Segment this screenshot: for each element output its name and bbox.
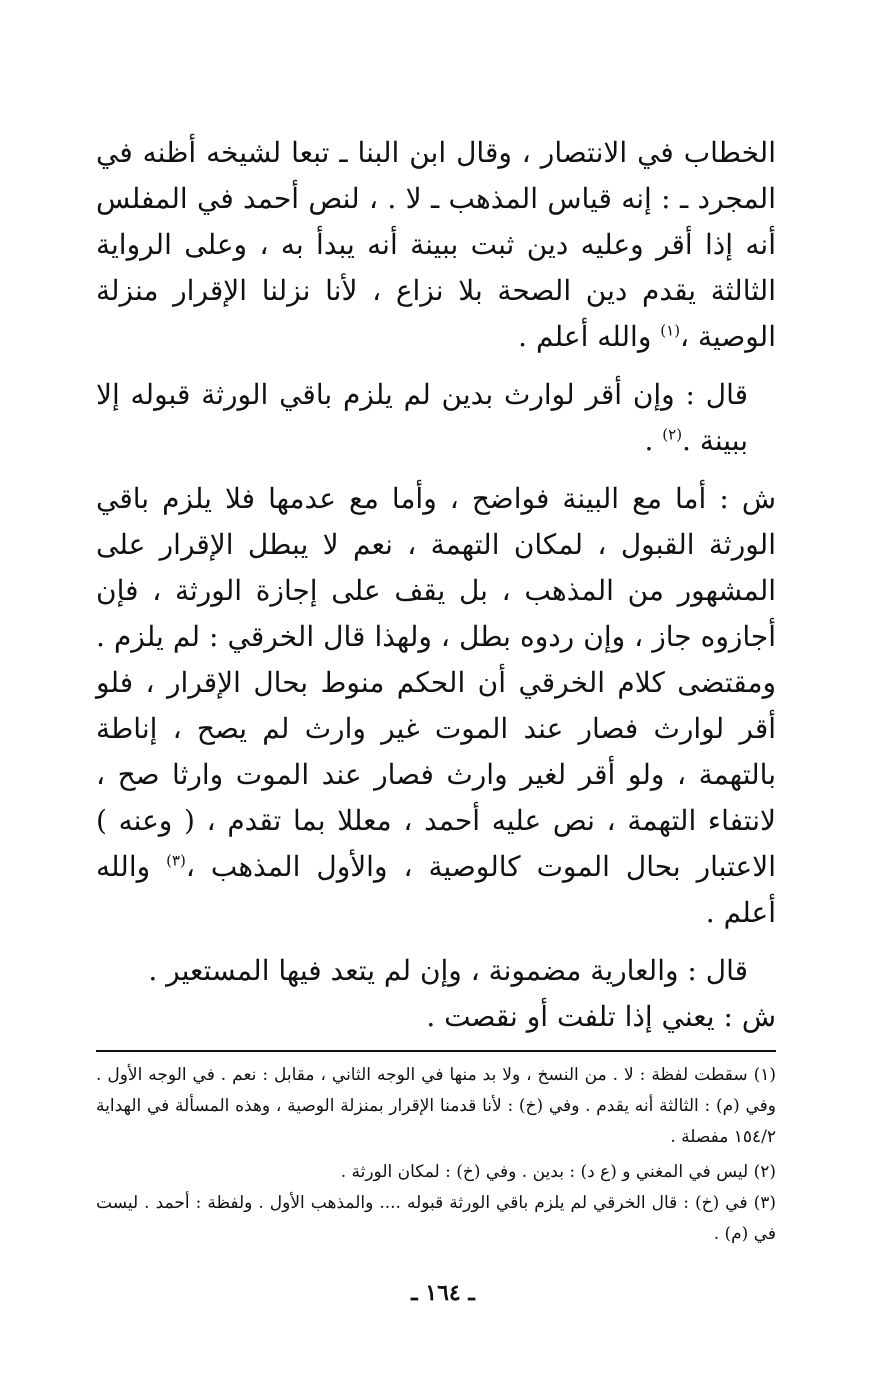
page-number: ـ ١٦٤ ـ [411,1280,475,1306]
paragraph-2-text: قال : وإن أقر لوارث بدين لم يلزم باقي الورثة قبوله إلا ببينة . [96,378,748,457]
paragraph-3 [96,476,776,936]
footnote-3: (٣) في (خ) : قال الخرقي لم يلزم باقي الورثة قبوله .... والمذهب الأول . ولفظة : أحمد . ليست في (م) . [96,1193,776,1244]
paragraph-1 [96,130,776,360]
main-text [96,130,776,1040]
footnote-1: (١) سقطت لفظة : لا . من النسخ ، ولا بد منها في الوجه الثاني ، مقابل : نعم . في الوجه الأول . وفي (م) : الثالثة أنه يقدم . وفي (خ) : لأنا قدمنا الإقرار بمنزلة الوصية ، وهذه المسألة في الهداية ١٥٤/٢ مفصلة . [96,1065,776,1147]
paragraph-2-tail: . [644,424,663,457]
paragraph-3-tail: والله أعلم . [96,850,776,929]
footnote-ref-2: (٢) [662,425,683,444]
paragraph-1-text: الخطاب في الانتصار ، وقال ابن البنا ـ تبعا لشيخه أظنه في المجرد ـ : إنه قياس المذهب ـ لا . ، لنص أحمد في المفلس أنه إذا أقر وعليه دين ثبت ببينة أنه يبدأ به ، وعلى الرواية الثالثة يقدم دين الصحة بلا نزاع ، لأنا نزلنا الإقرار منزلة الوصية ، [96,136,776,353]
paragraph-3-text: ش : أما مع البينة فواضح ، وأما مع عدمها فلا يلزم باقي الورثة القبول ، لمكان التهمة ، نعم لا يبطل الإقرار على المشهور من المذهب ، بل يقف على إجازة الورثة ، فإن أجازوه جاز ، وإن ردوه بطل ، ولهذا قال الخرقي : لم يلزم . ومقتضى كلام الخرقي أن الحكم منوط بحال الإقرار ، فلو أقر لوارث فصار عند الموت غير وارث لم يصح ، إناطة بالتهمة ، ولو أقر لغير وارث فصار عند الموت وارثا صح ، لانتفاء التهمة ، نص عليه أحمد ، معللا بما تقدم ، ( وعنه ) الاعتبار بحال الموت كالوصية ، والأول المذهب ، [96,482,777,883]
paragraph-4: قال : والعارية مضمونة ، وإن لم يتعد فيها المستعير . [148,954,748,987]
footnote-ref-3: (٣) [166,851,186,870]
footnote-2: (٢) ليس في المغني و (ع د) : بدين . وفي (خ) : لمكان الورثة . [340,1162,776,1182]
footnote-divider [96,1050,776,1052]
paragraph-1-tail: والله أعلم . [518,320,661,353]
paragraph-2 [96,372,776,464]
footnote-ref-1: (١) [660,321,681,340]
paragraph-5: ش : يعني إذا تلفت أو نقصت . [426,1000,776,1033]
footnotes [96,1060,776,1250]
